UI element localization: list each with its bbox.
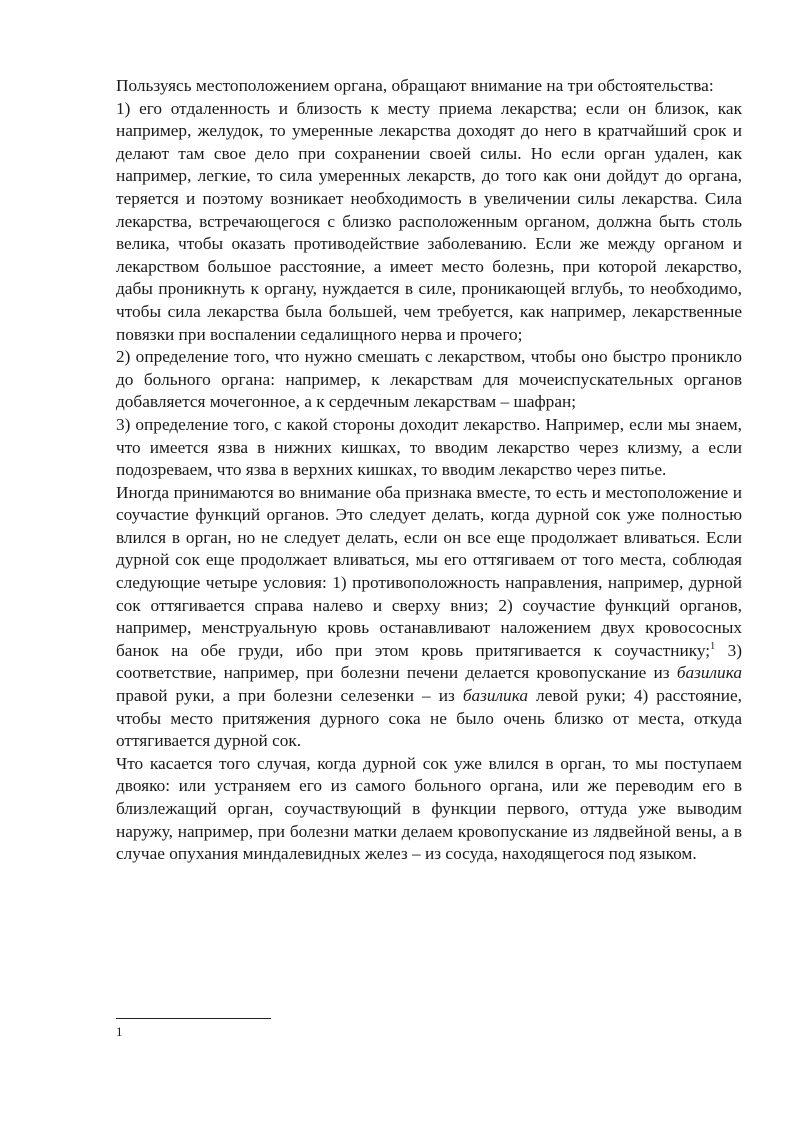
document-page: [116, 75, 742, 866]
footnote-reference[interactable]: 1: [710, 641, 716, 653]
paragraph-both-signs-text-1: Иногда принимаются во внимание оба признака вместе, то есть и местоположение и соучастие функций органов. Это следует делать, когда дурной сок уже полностью влился в орган, но не следует делать, если он все еще продолжает вливаться. Если дурной сок еще продолжает вливаться, мы его оттягиваем от того места, соблюдая следующие четыре условия: 1) противоположность направления, например, дурной сок оттягивается справа налево и сверху вниз; 2) соучастие функций органов, например, менструальную кровь останавливают наложением двух кровососных банок на обе груди, ибо при этом кровь притягивается к соучастнику;: [116, 482, 742, 660]
paragraph-both-signs: [116, 482, 742, 753]
paragraph-both-signs-text-3: правой руки, а при болезни селезенки – из: [116, 686, 463, 706]
footnote-separator: [116, 1018, 271, 1019]
paragraph-both-signs-text-4: левой руки; 4) расстояние, чтобы место притяжения дурного сока не было очень близко от места, откуда оттягивается дурной сок.: [116, 686, 742, 751]
term-basilica-right: базилика: [676, 663, 742, 683]
paragraph-condition-2: 2) определение того, что нужно смешать с лекарством, чтобы оно быстро проникло до больного органа: например, к лекарствам для мочеиспускательных органов добавляется мочегонное, а к сердечным лекарствам – шафран;: [116, 347, 742, 412]
paragraph-both-signs-text-2: 3) соответствие, например, при болезни печени делается кровопускание из: [116, 640, 742, 683]
paragraph-intro: Пользуясь местоположением органа, обращают внимание на три обстоятельства:: [116, 76, 714, 95]
term-basilica-left: базилика: [462, 686, 528, 706]
paragraph-already-inflowed: Что касается того случая, когда дурной сок уже влился в орган, то мы поступаем двояко: или устраняем его из самого больного органа, или же переводим его в близлежащий орган, соучаствующий в функции первого, оттуда уже выводим наружу, например, при болезни матки делаем кровопускание из лядвейной вены, а в случае опухания миндалевидных желез – из сосуда, находящегося под языком.: [116, 753, 742, 864]
paragraph-condition-1: 1) его отдаленность и близость к месту приема лекарства; если он близок, как например, желудок, то умеренные лекарства доходят до него в кратчайший срок и делают там свое дело при сохранении своей силы. Но если орган удален, как например, легкие, то сила умеренных лекарств, до того как они дойдут до органа, теряется и поэтому возникает необходимость в увеличении силы лекарства. Сила лекарства, встречающегося с близко расположенным органом, должна быть столь велика, чтобы оказать противодействие заболеванию. Если же между органом и лекарством большое расстояние, а имеет место болезнь, при которой лекарство, дабы проникнуть к органу, нуждается в силе, проникающей вглубь, то необходимо, чтобы сила лекарства была большей, чем требуется, как например, лекарственные повязки при воспалении седалищного нерва и прочего;: [116, 98, 742, 344]
footnote-number: 1: [116, 1024, 123, 1039]
paragraph-condition-3: 3) определение того, с какой стороны доходит лекарство. Например, если мы знаем, что имеется язва в нижних кишках, то вводим лекарство через клизму, а если подозреваем, что язва в верхних кишках, то вводим лекарство через питье.: [116, 414, 742, 480]
